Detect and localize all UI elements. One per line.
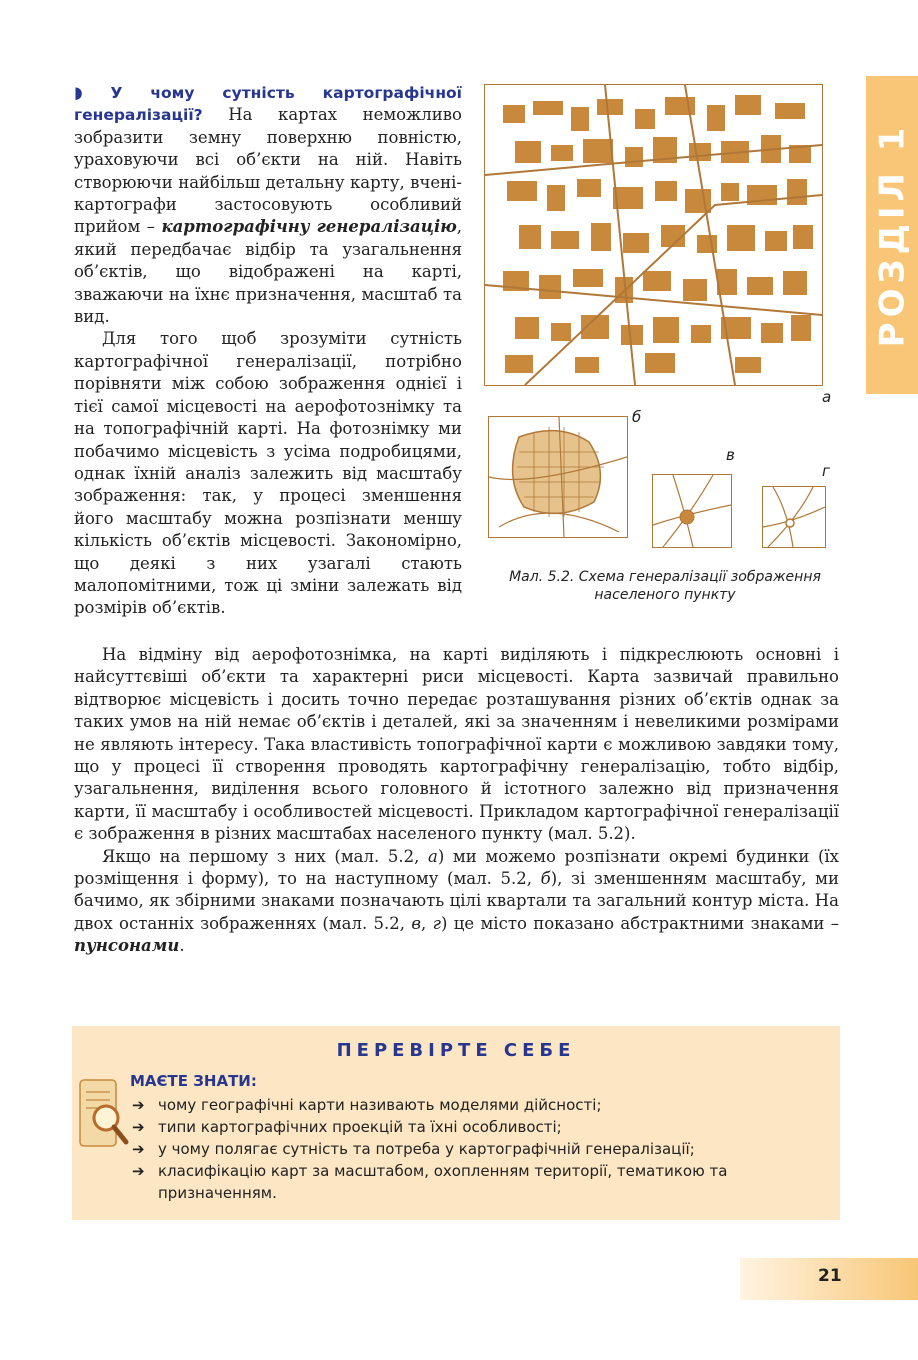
figure-5-2: [480, 82, 850, 622]
section-bullet-icon: ◗: [74, 83, 111, 102]
section-question-title: У чому сутність картографічної генералізації?: [74, 84, 462, 125]
map-a-detailed: [484, 84, 823, 386]
arrow-right-icon: ➔: [132, 1140, 145, 1158]
arrow-right-icon: ➔: [132, 1096, 145, 1114]
figure-caption: Мал. 5.2. Схема генералізації зображення населеного пункту: [509, 569, 821, 603]
main-text: [74, 644, 839, 958]
magnifier-scroll-icon: [72, 1070, 132, 1160]
figure-label-a: а: [822, 388, 832, 406]
check-title: ПЕРЕВІРТЕ СЕБЕ: [336, 1040, 576, 1061]
term-generalization: картографічну генералізацію: [161, 217, 457, 237]
arrow-right-icon: ➔: [132, 1118, 145, 1136]
intro-column: [74, 82, 462, 620]
map-v-abstract: [652, 474, 732, 548]
figure-label-v: в: [726, 446, 735, 464]
figure-label-g: г: [822, 462, 830, 480]
map-g-punson: [762, 486, 826, 548]
paragraph-2: Для того щоб зрозуміти сутність картографічної генералізації, потрібно порівняти між собою зображення однієї і тієї самої місцевості на аерофотознімку та на топографічній карті. На фотознімку ми побачимо місцевість з усіма подробицями, однак їхній аналіз залежить від масштабу зображення: так, у процесі зменшення його масштабу можна розпізнати меншу кількість об’єктів місцевості. Закономірно, що деякі з них узагалі стають малопомітними, тож ці зміни залежать від розмірів об’єктів.: [74, 329, 462, 618]
paragraph-3: На відміну від аерофотознімка, на карті виділяють і підкреслюють основні і найсуттєвіші об’єкти та характерні риси місцевості. Карта зазвичай правильно відтворює місцевість і досить точно передає розташування різних об’єктів однак за таких умов на ній немає об’єктів і деталей, які за значенням і невеликими розмірами не являють інтересу. Така властивість топографічної карти є можливою завдяки тому, що у процесі її створення проводять картографічну генералізацію, тобто відбір, узагальнення, виділення всього головного й істотного залежно від призначення карти, її масштабу і особливостей місцевості. Прикладом картографічної генералізації є зображення в різних масштабах населеного пункту (мал. 5.2).: [74, 645, 839, 844]
chapter-side-tab: [866, 76, 918, 394]
know-item: ➔ класифікацію карт за масштабом, охопленням території, тематикою та призначенням.: [132, 1162, 728, 1202]
paragraph-1: ◗ У чому сутність картографічної генералізації? На картах неможливо зобразити земну поверхню повністю, ураховуючи всі об’єкти на ній. Навіть створюючи найбільш детальну карту, вчені-картографи застосовують особливий прийом – картографічну генералізацію, який передбачає відбір та узагальнення об’єктів, що відображені на карті, зважаючи на їхнє призначення, масштаб та вид.: [74, 83, 462, 327]
page-number: 21: [818, 1266, 842, 1286]
map-b-blocks: [488, 416, 628, 538]
figure-label-b: б: [632, 408, 642, 426]
paragraph-4: Якщо на першому з них (мал. 5.2, а) ми можемо розпізнати окремі будинки (їх розміщення і форму), то на наступному (мал. 5.2, б), зі зменшенням масштабу, ми бачимо, як збірними знаками позначають цілі квартали та загальний контур міста. На двох останніх зображеннях (мал. 5.2, в, г) це місто показано абстрактними знаками – пунсонами.: [74, 846, 840, 956]
know-item: ➔ типи картографічних проекцій та їхні особливості;: [132, 1118, 562, 1136]
know-title: МАЄТЕ ЗНАТИ:: [130, 1072, 257, 1090]
know-item: ➔ у чому полягає сутність та потреба у картографічній генералізації;: [132, 1140, 695, 1158]
check-yourself-box: [72, 1026, 840, 1220]
chapter-label: РОЗДІЛ 1: [872, 122, 912, 348]
know-list: [132, 1094, 832, 1204]
arrow-right-icon: ➔: [132, 1162, 145, 1180]
know-item: ➔ чому географічні карти називають моделями дійсності;: [132, 1096, 602, 1114]
term-punsons: пунсонами: [74, 936, 180, 956]
